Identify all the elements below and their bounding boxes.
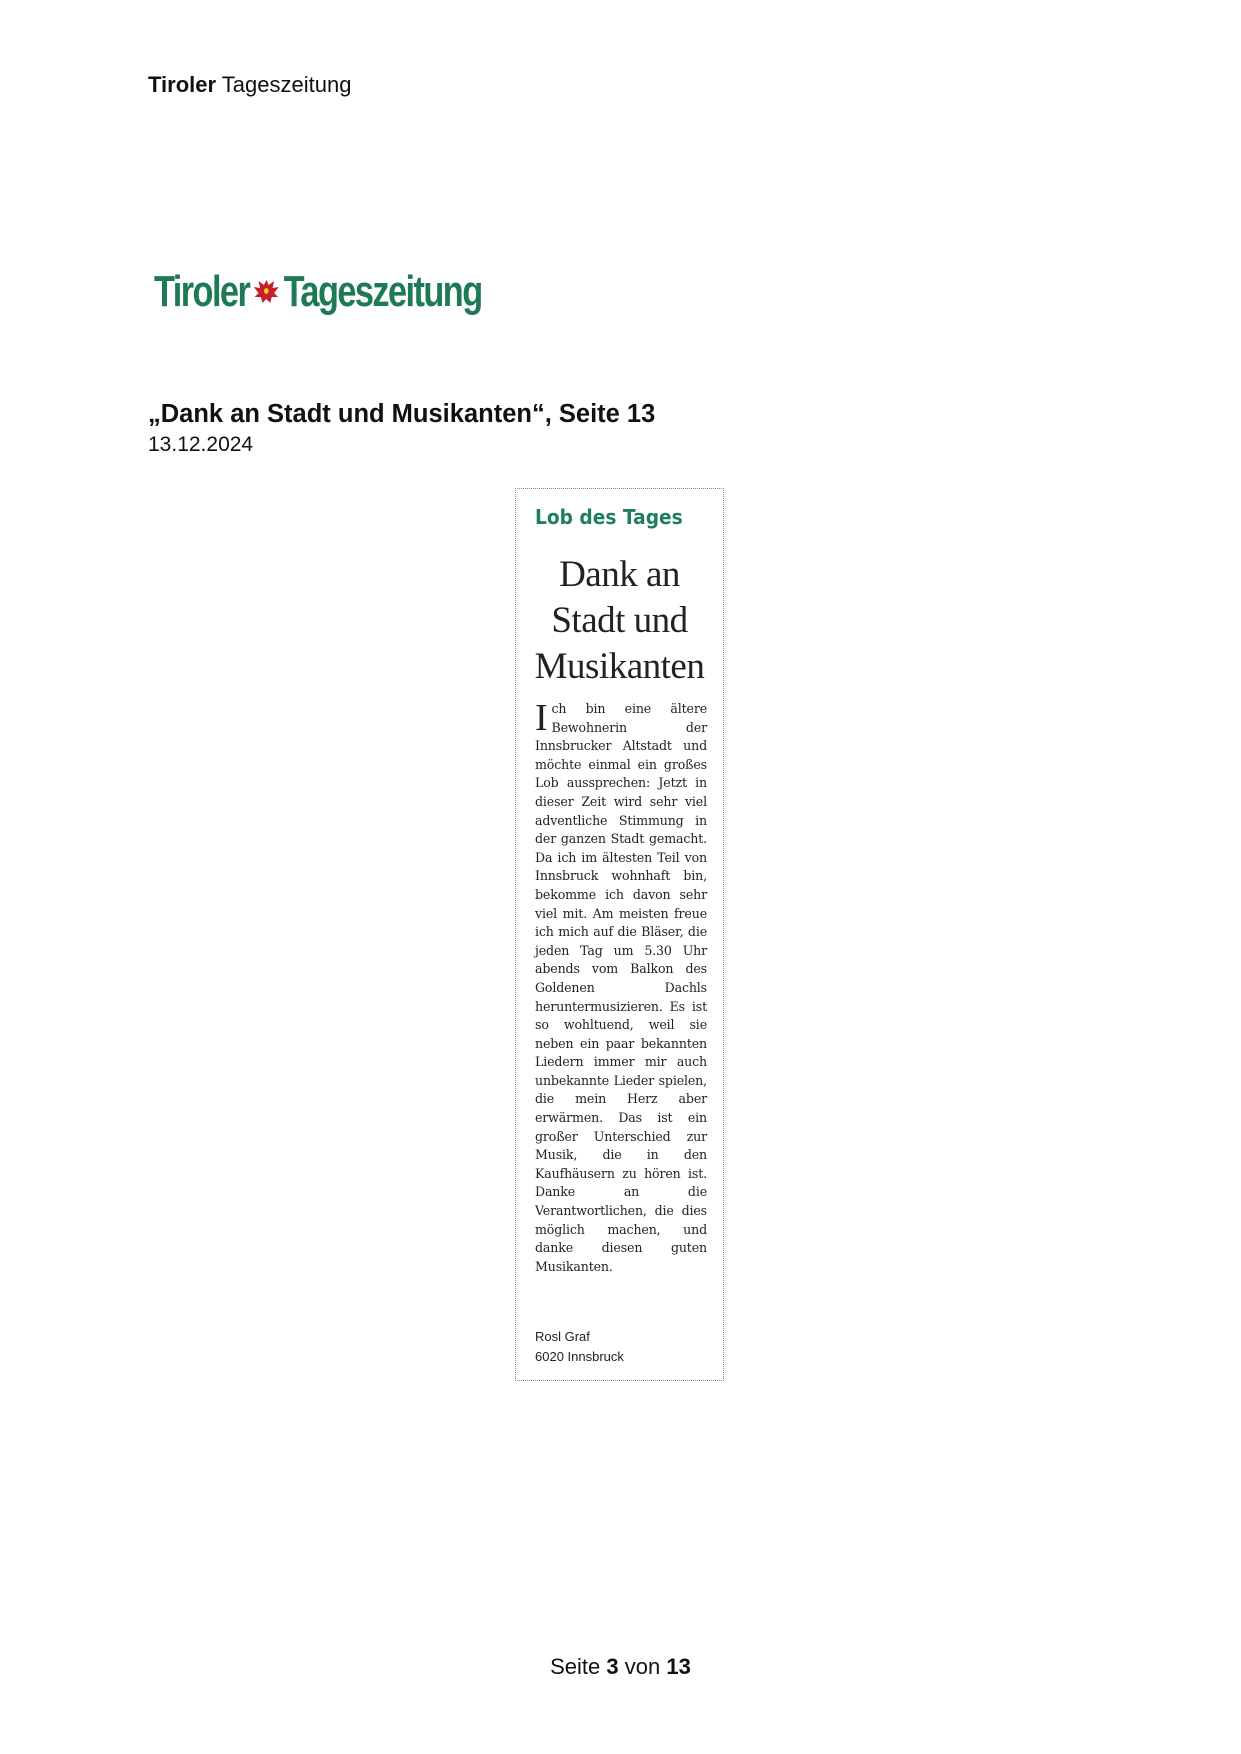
author-location: 6020 Innsbruck bbox=[535, 1349, 624, 1364]
newspaper-clipping bbox=[515, 488, 724, 1381]
article-date: 13.12.2024 bbox=[148, 433, 254, 456]
clipping-body bbox=[535, 697, 707, 1276]
headline-line: Stadt und bbox=[551, 600, 688, 641]
clipping-signature bbox=[535, 1327, 624, 1367]
footer-current-page: 3 bbox=[606, 1654, 619, 1679]
footer-prefix: Seite bbox=[550, 1654, 601, 1679]
logo-text-right: Tageszeitung bbox=[283, 267, 482, 316]
newspaper-logo bbox=[154, 262, 482, 322]
header-brand-regular: Tageszeitung bbox=[221, 72, 352, 97]
clipping-body-text: ch bin eine ältere Bewohnerin der Innsbrucker Altstadt und möchte einmal ein großes Lob aussprechen: Jetzt in dieser Zeit wird sehr viel adventliche Stimmung in der ganzen Stadt gemacht. Da ich im ältesten Teil von Innsbruck wohnhaft bin, bekomme ich davon sehr viel mit. Am meisten freue ich mich auf die Bläser, die jeden Tag um 5.30 Uhr abends vom Balkon des Goldenen Dachls heruntermusizieren. Es ist so wohltuend, weil sie neben ein paar bekannten Liedern immer mir auch unbekannte Lieder spielen, die mein Herz aber erwärmen. Das ist ein großer Unterschied zur Musik, die in den Kaufhäusern zu hören ist. Danke an die Verantwortlichen, die dies möglich machen, und danke diesen guten Musikanten. bbox=[535, 701, 707, 1274]
header-brand-bold: Tiroler bbox=[148, 72, 217, 97]
page-footer bbox=[0, 1654, 1241, 1680]
clipping-kicker: Lob des Tages bbox=[535, 505, 683, 529]
dropcap: I bbox=[535, 697, 548, 739]
footer-middle: von bbox=[624, 1654, 661, 1679]
tyrolean-eagle-icon bbox=[251, 272, 282, 312]
clipping-headline bbox=[516, 552, 723, 690]
article-title: „Dank an Stadt und Musikanten“, Seite 13 bbox=[148, 400, 656, 428]
author-name: Rosl Graf bbox=[535, 1329, 590, 1344]
headline-line: Musikanten bbox=[534, 646, 705, 687]
headline-line: Dank an bbox=[559, 554, 680, 595]
footer-total-pages: 13 bbox=[666, 1654, 691, 1679]
logo-text-left: Tiroler bbox=[154, 267, 250, 316]
document-header bbox=[148, 72, 351, 98]
